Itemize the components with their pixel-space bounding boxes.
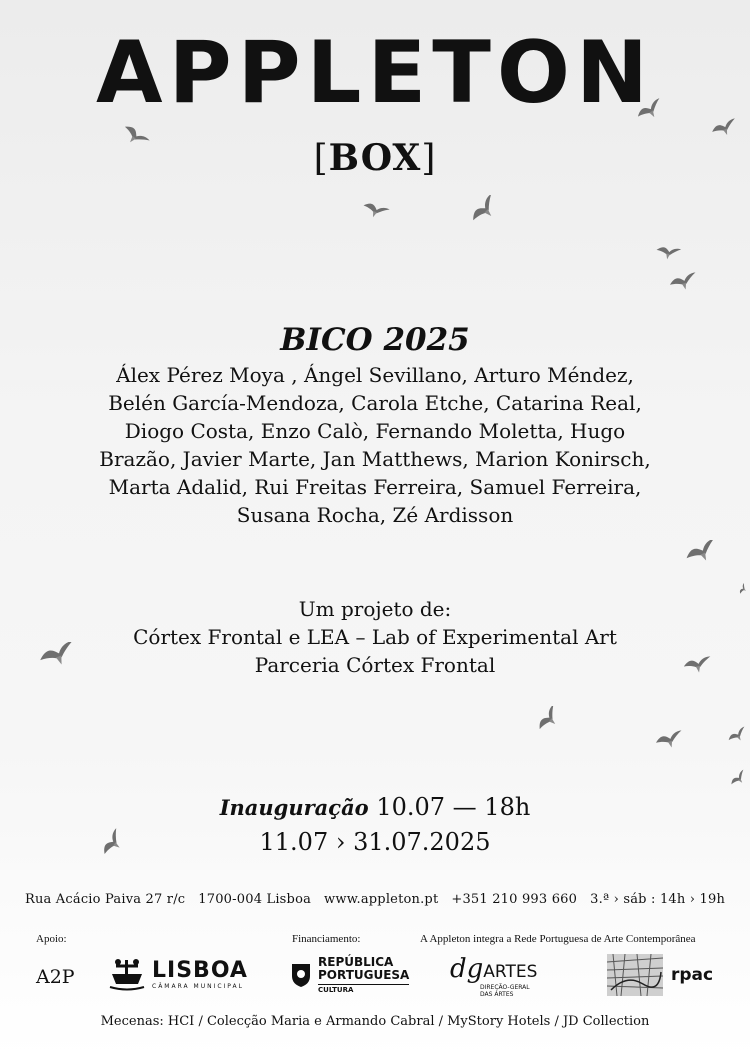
inauguration-label: Inauguração <box>219 795 369 820</box>
lisboa-word: LISBOA <box>152 958 248 983</box>
venue-subtitle <box>0 137 750 179</box>
bird-icon <box>728 725 750 747</box>
dg-sub-2: DAS ARTES <box>480 991 514 998</box>
dg-word: ARTES <box>483 962 538 982</box>
sponsors-line: Mecenas: HCI / Colecção Maria e Armando Cabral / MyStory Hotels / JD Collection <box>100 1014 650 1029</box>
box-label: BOX <box>328 137 422 179</box>
bird-icon <box>362 200 390 224</box>
artist-list: Álex Pérez Moya , Ángel Sevillano, Arturo Méndez, Belén García-Mendoza, Carola Etche, Catarina Real, Diogo Costa, Enzo Calò, Fernando Moletta, Hugo Brazão, Javier Marte, Jan Matthews, Marion Konirsch, Marta Adalid, Rui Freitas Ferreira, Samuel Ferreira, Susana Rocha, Zé Ardisson <box>99 363 651 527</box>
rede-label: A Appleton integra a Rede Portuguesa de Arte Contemporânea <box>420 933 696 945</box>
exhibition-title: BICO 2025 <box>280 322 470 358</box>
project-credits <box>0 595 750 679</box>
bracket-left: [ <box>313 138 329 179</box>
inauguration <box>0 790 750 825</box>
republica-line1: REPÚBLICA <box>318 955 394 969</box>
republica-emblem-icon <box>290 962 312 988</box>
bird-icon <box>712 118 740 140</box>
dgartes-logo <box>450 954 537 998</box>
run-dates: 11.07 › 31.07.2025 <box>259 828 491 856</box>
dg-mark: dg <box>450 954 484 984</box>
financiamento-label: Financiamento: <box>292 933 361 945</box>
exhibition-dates <box>0 790 750 859</box>
lisboa-logo <box>108 956 248 992</box>
project-intro: Um projeto de: <box>298 597 452 621</box>
bird-icon <box>656 730 686 752</box>
rpac-mark-icon <box>607 954 663 996</box>
rpac-word: rpac <box>671 965 714 985</box>
project-organizers: Córtex Frontal e LEA – Lab of Experimental Art <box>133 625 617 649</box>
rpac-logo <box>607 954 713 996</box>
bird-icon <box>670 272 700 294</box>
bird-icon <box>686 540 722 566</box>
bird-icon <box>656 243 682 265</box>
apoio-label: Apoio: <box>36 933 67 945</box>
venue-info: Rua Acácio Paiva 27 r/c 1700-004 Lisboa www.appleton.pt +351 210 993 660 3.ª › sáb : 14h › 19h <box>24 892 726 907</box>
republica-line2: PORTUGUESA <box>318 968 410 982</box>
republica-logo <box>290 956 409 994</box>
bird-icon <box>730 768 750 790</box>
lisboa-sub: CÂMARA MUNICIPAL <box>152 983 244 990</box>
inauguration-value: 10.07 — 18h <box>376 793 531 821</box>
bird-icon <box>470 195 504 225</box>
bird-icon <box>536 706 566 732</box>
project-partner: Parceria Córtex Frontal <box>254 653 496 677</box>
bracket-right: ] <box>421 138 437 179</box>
venue-title: APPLETON <box>96 23 654 123</box>
republica-sub: CULTURA <box>318 984 409 994</box>
a2p-logo: A2P <box>36 966 75 988</box>
dg-sub-1: DIREÇÃO-GERAL <box>480 984 530 991</box>
lisboa-crest-icon <box>108 956 146 992</box>
